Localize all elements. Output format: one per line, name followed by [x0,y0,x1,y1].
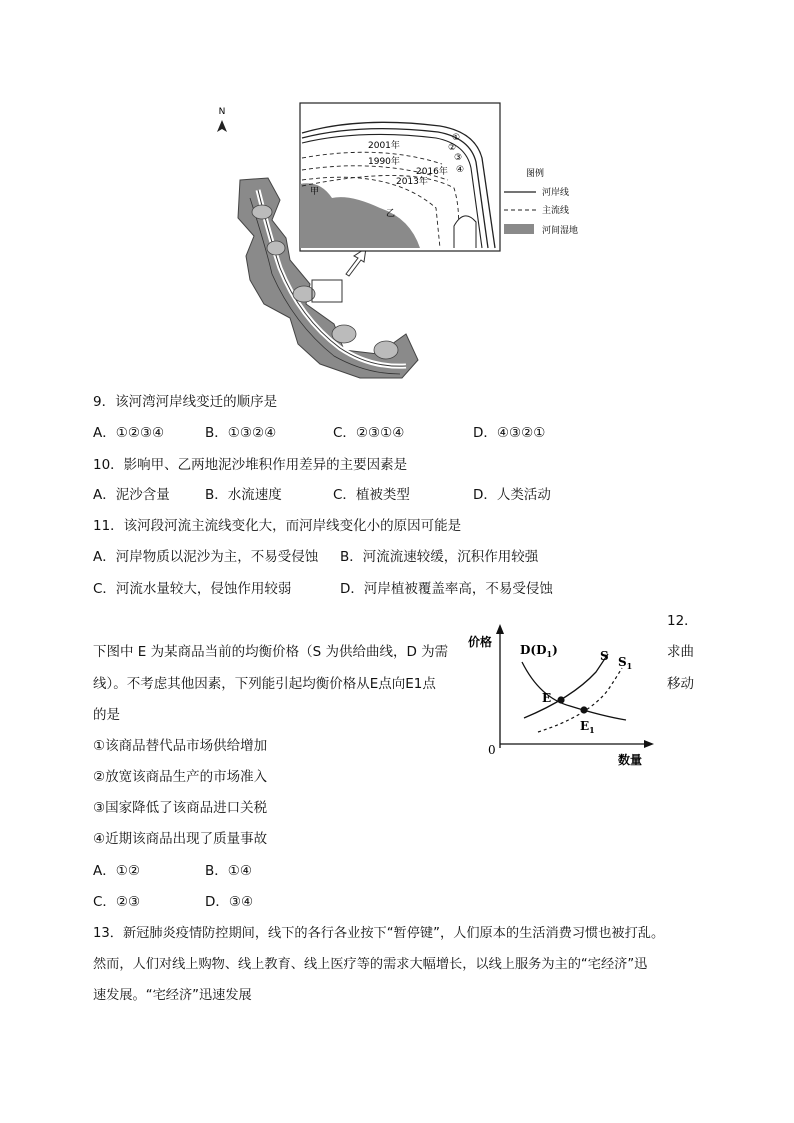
supply-demand-figure [468,620,668,770]
svg-text:2001年: 2001年 [368,141,400,151]
svg-text:乙: 乙 [386,209,396,219]
svg-text:①: ① [452,133,461,143]
supply-curve-s1-label: $S_1$ [618,655,633,671]
equilibrium-point-e [557,696,564,703]
map-legend [504,167,578,236]
q11-option-a[interactable]: A．河岸物质以泥沙为主，不易受侵蚀 [93,549,319,565]
point-e1-label: $E_1$ [580,719,595,735]
q12-item-3: ③国家降低了该商品进口关税 [93,800,268,816]
question-11-stem: 11．该河段河流主流线变化大，而河岸线变化小的原因可能是 [93,518,462,534]
q9-option-a[interactable]: A．①②③④ [93,425,165,441]
q12-option-a[interactable]: A．①② [93,863,140,879]
q10-option-d[interactable]: D．人类活动 [473,487,551,503]
q10-option-a[interactable]: A．泥沙含量 [93,487,170,503]
q12-option-c[interactable]: C．②③ [93,894,141,910]
svg-text:河岸线: 河岸线 [542,188,570,198]
svg-text:1990年: 1990年 [368,157,400,167]
svg-text:主流线: 主流线 [542,206,570,216]
question-12-stem-line3: 的是 [93,707,120,723]
svg-text:2016年: 2016年 [416,167,448,177]
q12-item-1: ①该商品替代品市场供给增加 [93,738,268,754]
q11-option-c[interactable]: C．河流水量较大，侵蚀作用较弱 [93,581,292,597]
question-9-stem: 9．该河湾河岸线变迁的顺序是 [93,394,278,410]
q12-option-b[interactable]: B．①④ [205,863,252,879]
river-map-figure [210,98,630,383]
question-12-stem-line2: 线）。不考虑其他因素，下列能引起均衡价格从E点向E1点 [93,676,436,692]
demand-curve-label: $D(D_1)$ [520,643,558,659]
svg-text:②: ② [448,143,457,153]
question-12-stem-line2-end: 移动 [667,676,694,692]
q9-option-c[interactable]: C．②③①④ [333,425,405,441]
svg-text:④: ④ [456,165,465,175]
svg-text:N: N [218,107,226,117]
y-axis-label: 价格 [468,635,493,649]
question-12-stem-line1: 下图中 E 为某商品当前的均衡价格（S 为供给曲线，D 为需 [93,644,449,660]
q11-option-b[interactable]: B．河流流速较缓，沉积作用较强 [340,549,539,565]
q9-option-b[interactable]: B．①③②④ [205,425,277,441]
q12-item-4: ④近期该商品出现了质量事故 [93,831,268,847]
q10-option-b[interactable]: B．水流速度 [205,487,282,503]
question-10-stem: 10．影响甲、乙两地泥沙堆积作用差异的主要因素是 [93,457,408,473]
q12-item-2: ②放宽该商品生产的市场准入 [93,769,268,785]
question-13-line3: 速发展。“宅经济”迅速发展 [93,988,252,1003]
question-13-line1: 13．新冠肺炎疫情防控期间，线下的各行各业按下“暂停键”，人们原本的生活消费习惯也被打乱。 [93,926,665,941]
x-axis-label: 数量 [618,753,643,767]
q10-option-c[interactable]: C．植被类型 [333,487,410,503]
question-12-stem-line1-end: 求曲 [667,644,694,660]
question-12-number: 12． [667,613,698,629]
svg-text:2013年: 2013年 [396,177,428,187]
point-e-label: E [542,691,552,705]
q12-option-d[interactable]: D．③④ [205,894,254,910]
origin-label: 0 [488,743,496,757]
svg-text:图例: 图例 [526,169,545,179]
supply-curve-s-label: S [600,649,609,663]
supply-curve-s [524,654,608,718]
y-axis-arrow-icon [496,624,504,634]
equilibrium-point-e1 [580,706,587,713]
q11-option-d[interactable]: D．河岸植被覆盖率高，不易受侵蚀 [340,581,553,597]
svg-text:甲: 甲 [310,187,320,197]
zoom-pointer-arrow-icon [346,248,366,276]
north-arrow-icon [217,107,227,132]
q9-option-d[interactable]: D．④③②① [473,425,546,441]
inset-map [300,103,500,251]
svg-text:河间湿地: 河间湿地 [542,226,579,236]
x-axis-arrow-icon [644,740,654,748]
svg-text:③: ③ [454,153,463,163]
question-13-line2: 然而，人们对线上购物、线上教育、线上医疗等的需求大幅增长，以线上服务为主的“宅经济”迅 [93,957,648,972]
